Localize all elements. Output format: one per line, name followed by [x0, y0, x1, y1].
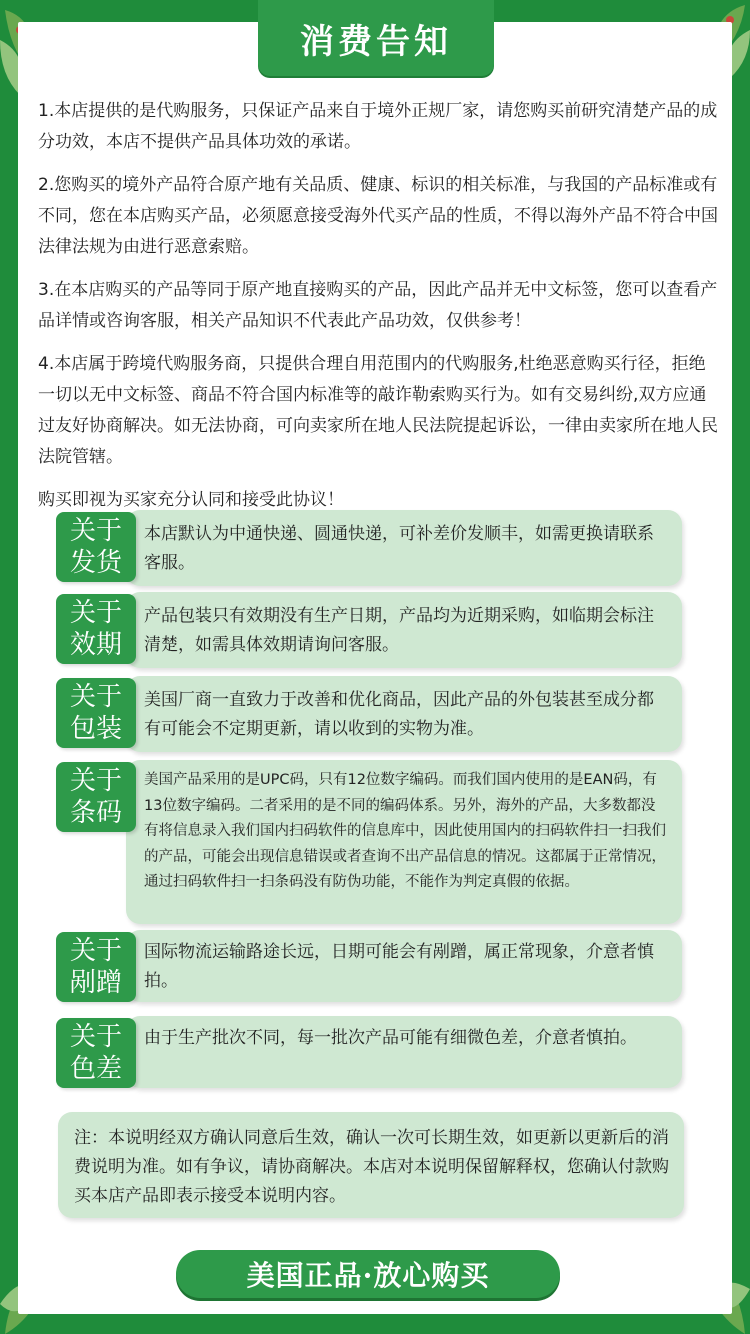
card-shipping	[56, 510, 686, 586]
intro-paragraph-1: 1.本店提供的是代购服务，只保证产品来自于境外正规厂家，请您购买前研究清楚产品的成分功效，本店不提供产品具体功效的承诺。	[38, 101, 718, 152]
card-scratch	[56, 930, 686, 1002]
card-scratch-text: 国际物流运输路途长远，日期可能会有剐蹭，属正常现象，介意者慎拍。	[144, 942, 654, 991]
note-text: 注：本说明经双方确认同意后生效，确认一次可长期生效，如更新以更新后的消费说明为准。如有争议，请协商解决。本店对本说明保留解释权，您确认付款购买本店产品即表示接受本说明内容。	[74, 1128, 669, 1206]
page-title: 消费告知	[300, 21, 452, 62]
card-color-tag: 关于 色差	[56, 1018, 136, 1088]
card-color	[56, 1016, 686, 1088]
card-barcode	[56, 760, 686, 924]
intro-agreement: 购买即视为买家充分认同和接受此协议！	[38, 490, 344, 510]
card-shipping-text: 本店默认为中通快递、圆通快递，可补差价发顺丰，如需更换请联系客服。	[144, 524, 654, 573]
card-packaging	[56, 676, 686, 752]
card-packaging-text: 美国厂商一直致力于改善和优化商品，因此产品的外包装甚至成分都有可能会不定期更新，请以收到的实物为准。	[144, 690, 654, 739]
card-color-text: 由于生产批次不同，每一批次产品可能有细微色差，介意者慎拍。	[144, 1028, 637, 1048]
card-barcode-tag: 关于 条码	[56, 762, 136, 832]
footer-slogan: 美国正品·放心购买	[246, 1259, 490, 1292]
card-barcode-text: 美国产品采用的是UPC码，只有12位数字编码。而我们国内使用的是EAN码，有13位数字编码。二者采用的是不同的编码体系。另外，海外的产品，大多数都没有将信息录入我们国内扫码软件的信息库中，因此使用国内的扫码软件扫一扫我们的产品，可能会出现信息错误或者查询不出产品信息的情况。这都属于正常情况，通过扫码软件扫一扫条码没有防伪功能，不能作为判定真假的依据。	[144, 772, 666, 890]
intro-section	[38, 96, 718, 528]
card-expiry	[56, 592, 686, 668]
note-box	[58, 1112, 684, 1218]
intro-paragraph-4: 4.本店属于跨境代购服务商，只提供合理自用范围内的代购服务,杜绝恶意购买行径，拒绝一切以无中文标签、商品不符合国内标准等的敲诈勒索购买行为。如有交易纠纷,双方应通过友好协商解决。如无法协商，可向卖家所在地人民法院提起诉讼，一律由卖家所在地人民法院管辖。	[38, 354, 718, 467]
title-banner	[258, 0, 494, 76]
card-expiry-tag: 关于 效期	[56, 594, 136, 664]
card-expiry-text: 产品包装只有效期没有生产日期，产品均为近期采购，如临期会标注清楚，如需具体效期请询问客服。	[144, 606, 654, 655]
intro-paragraph-3: 3.在本店购买的产品等同于原产地直接购买的产品，因此产品并无中文标签，您可以查看产品详情或咨询客服，相关产品知识不代表此产品功效，仅供参考！	[38, 280, 718, 331]
card-packaging-tag: 关于 包装	[56, 678, 136, 748]
card-shipping-tag: 关于 发货	[56, 512, 136, 582]
card-scratch-tag: 关于 剐蹭	[56, 932, 136, 1002]
footer-banner	[176, 1250, 560, 1298]
intro-paragraph-2: 2.您购买的境外产品符合原产地有关品质、健康、标识的相关标准，与我国的产品标准或有不同，您在本店购买产品，必须愿意接受海外代买产品的性质，不得以海外产品不符合中国法律法规为由进行恶意索赔。	[38, 175, 718, 257]
